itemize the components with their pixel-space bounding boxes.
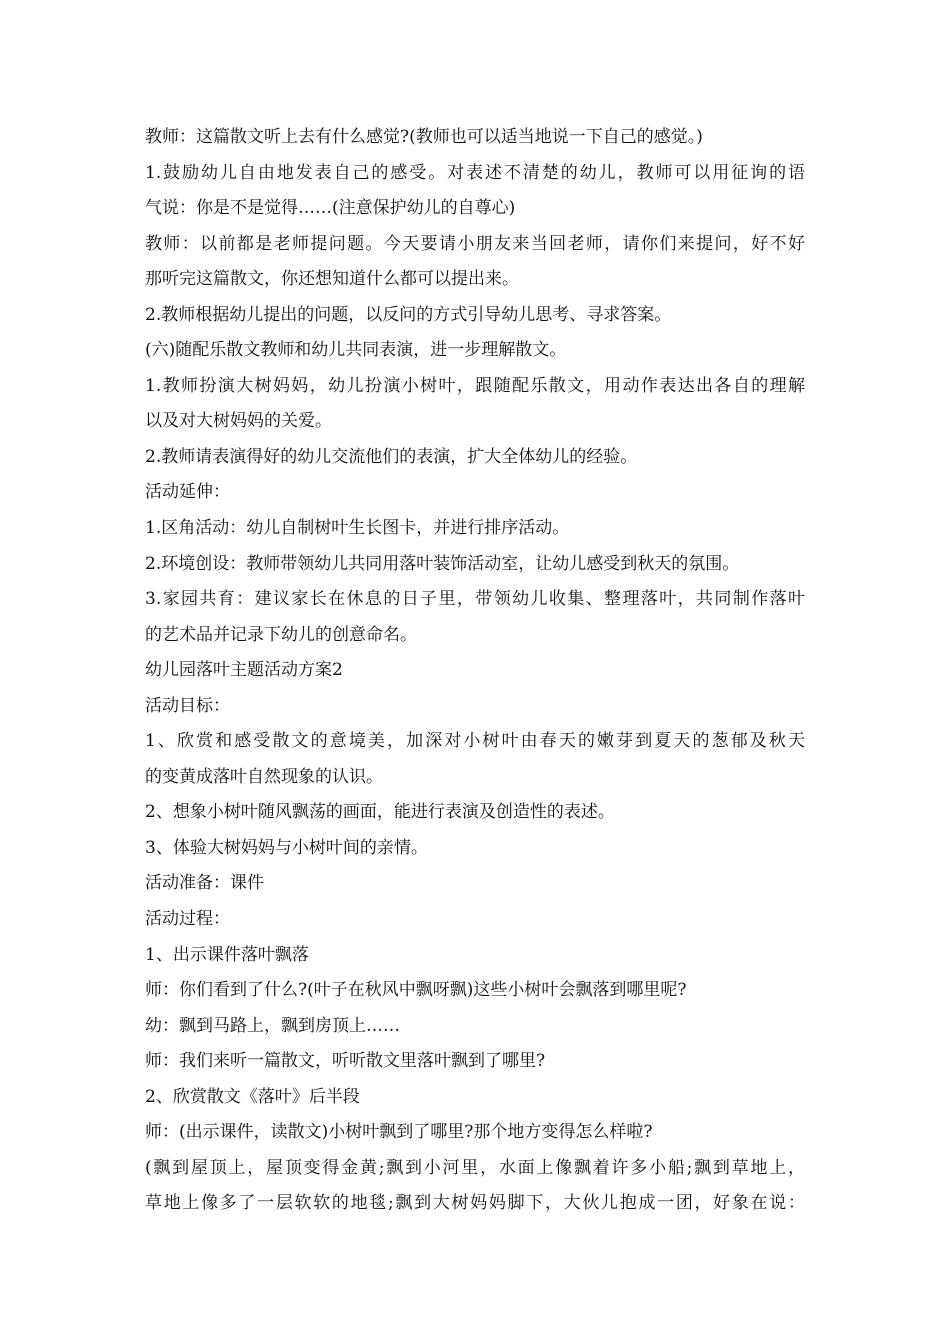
- document-body: [145, 120, 805, 1222]
- text-line: 1、出示课件落叶飘落: [145, 944, 309, 965]
- text-line: 2、想象小树叶随风飘荡的画面，能进行表演及创造性的表述。: [145, 802, 615, 823]
- text-line: 师：我们来听一篇散文，听听散文里落叶飘到了哪里?: [145, 1051, 546, 1072]
- text-line: (飘到屋顶上，屋顶变得金黄;飘到小河里，水面上像飘着许多小船;飘到草地上，: [145, 1157, 805, 1178]
- text-line: 以及对大树妈妈的关爱。: [145, 411, 332, 432]
- text-line: 草地上像多了一层软软的地毯;飘到大树妈妈脚下，大伙儿抱成一团，好象在说：: [145, 1193, 805, 1214]
- text-line: 幼：飘到马路上，飘到房顶上……: [145, 1015, 400, 1036]
- text-line: 3、体验大树妈妈与小树叶间的亲情。: [145, 837, 428, 858]
- text-line: 活动延伸：: [145, 482, 230, 503]
- text-line: 教师：这篇散文听上去有什么感觉?(教师也可以适当地说一下自己的感觉。): [145, 127, 703, 147]
- text-line: 师：(出示课件，读散文)小树叶飘到了哪里?那个地方变得怎么样啦?: [145, 1122, 653, 1143]
- text-line: 2、欣赏散文《落叶》后半段: [145, 1086, 360, 1107]
- text-line: 教师：以前都是老师提问题。今天要请小朋友来当回老师，请你们来提问，好不好: [145, 233, 805, 254]
- text-line: 3.家园共育：建议家长在休息的日子里，带领幼儿收集、整理落叶，共同制作落叶: [145, 589, 805, 610]
- text-line: 活动目标：: [145, 695, 230, 716]
- text-line: 1.区角活动：幼儿自制树叶生长图卡，并进行排序活动。: [145, 518, 570, 539]
- text-line: 的艺术品并记录下幼儿的创意命名。: [145, 624, 417, 645]
- text-line: 2.教师根据幼儿提出的问题，以反问的方式引导幼儿思考、寻求答案。: [145, 304, 672, 325]
- text-line: 那听完这篇散文，你还想知道什么都可以提出来。: [145, 269, 519, 290]
- text-line: (六)随配乐散文教师和幼儿共同表演，进一步理解散文。: [145, 340, 567, 361]
- text-line: 活动过程：: [145, 909, 230, 930]
- text-line: 2.教师请表演得好的幼儿交流他们的表演，扩大全体幼儿的经验。: [145, 446, 638, 467]
- text-line: 幼儿园落叶主题活动方案2: [145, 660, 343, 681]
- text-line: 的变黄成落叶自然现象的认识。: [145, 766, 383, 787]
- text-line: 1.教师扮演大树妈妈，幼儿扮演小树叶，跟随配乐散文，用动作表达出各自的理解: [145, 375, 805, 396]
- text-line: 2.环境创设：教师带领幼儿共同用落叶装饰活动室，让幼儿感受到秋天的氛围。: [145, 553, 740, 574]
- text-line: 师：你们看到了什么?(叶子在秋风中飘呀飘)这些小树叶会飘落到哪里呢?: [145, 980, 687, 1001]
- text-line: 1.鼓励幼儿自由地发表自己的感受。对表述不清楚的幼儿，教师可以用征询的语: [145, 162, 805, 183]
- text-line: 活动准备：课件: [145, 873, 264, 894]
- text-line: 1、欣赏和感受散文的意境美，加深对小树叶由春天的嫩芽到夏天的葱郁及秋天: [145, 731, 805, 752]
- text-line: 气说：你是不是觉得……(注意保护幼儿的自尊心): [145, 198, 516, 219]
